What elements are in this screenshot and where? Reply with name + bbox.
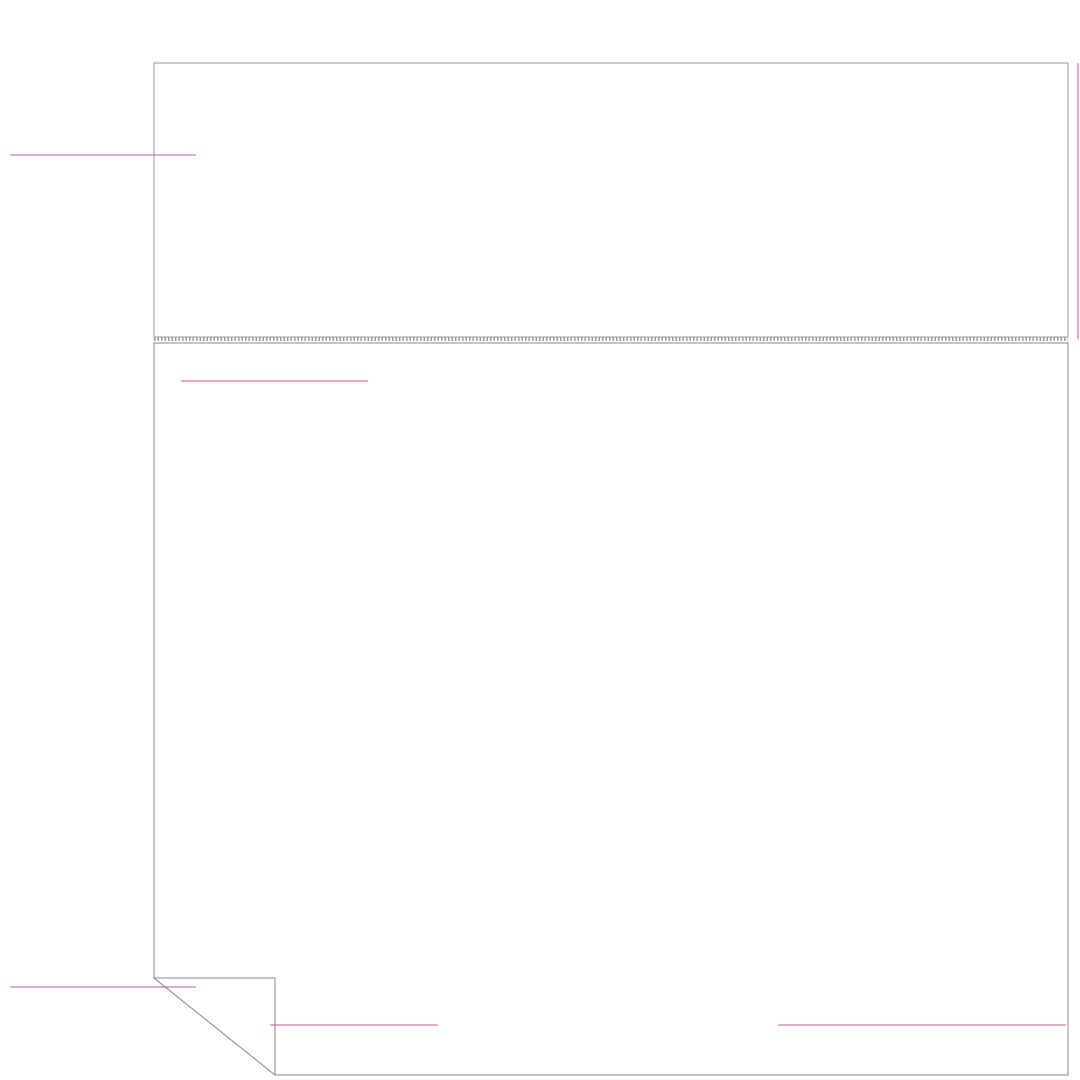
top-dots-panel [154, 63, 1068, 339]
folded-corner [154, 978, 275, 1075]
main-motif-panel [154, 343, 1068, 1075]
